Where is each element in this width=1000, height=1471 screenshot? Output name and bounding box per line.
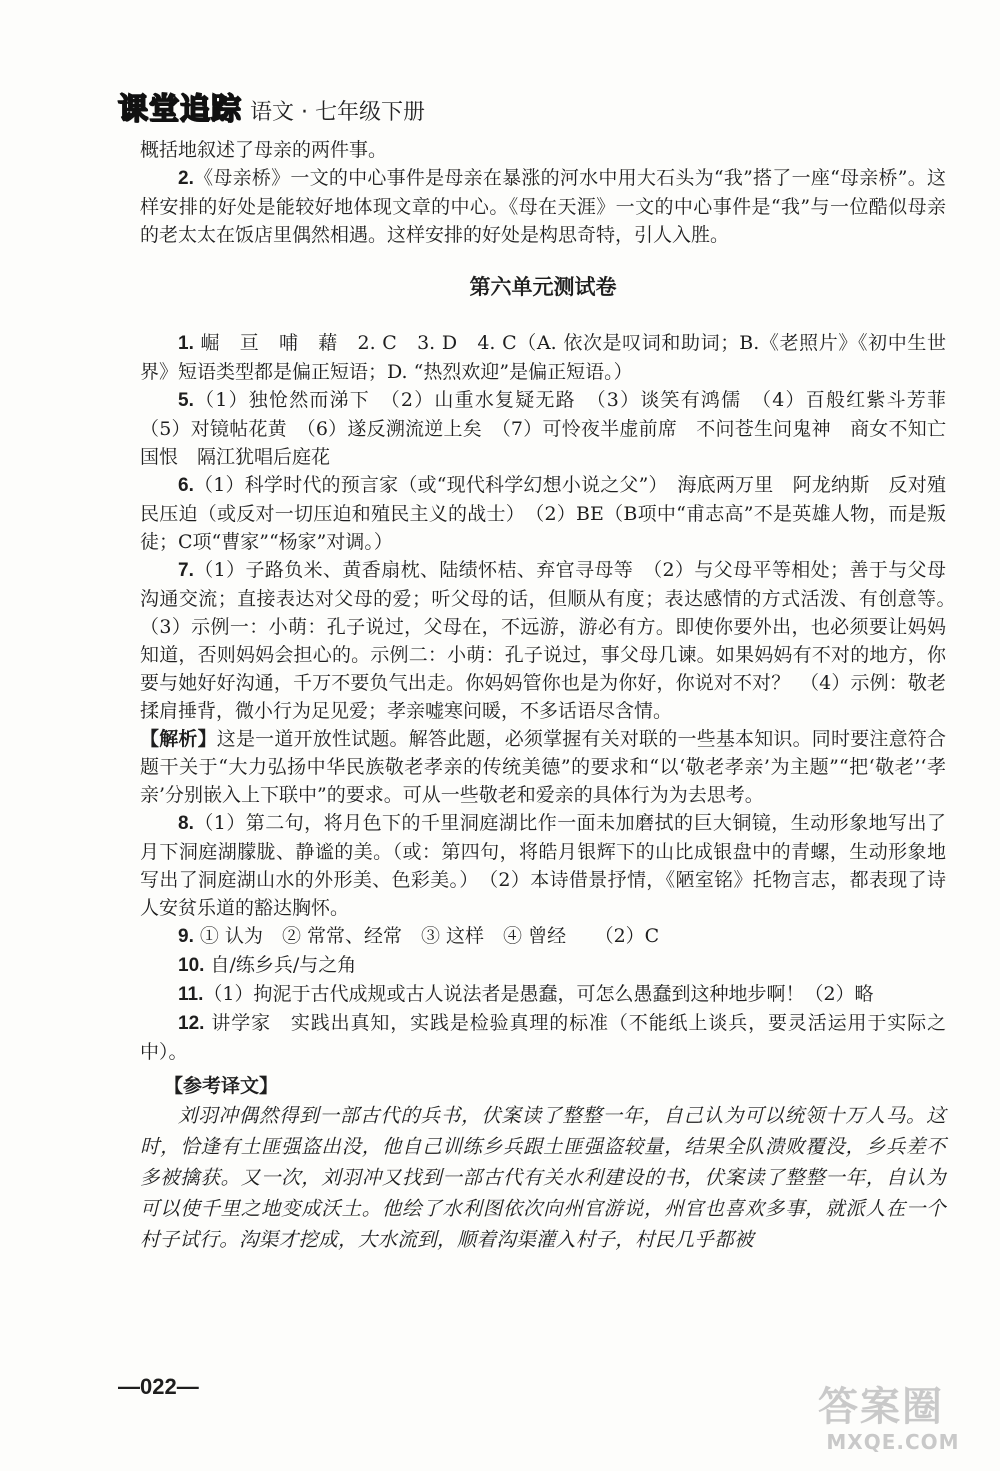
analysis-label: 【解析】 <box>140 728 217 750</box>
question-number: 5. <box>178 390 194 411</box>
reference-translation-label: 【参考译文】 <box>164 1075 279 1097</box>
answer-item <box>140 1009 946 1066</box>
question-number: 2. <box>178 168 194 189</box>
watermark-text: 答案圈 <box>818 1384 944 1430</box>
page-header <box>118 88 425 128</box>
intro-answer-2 <box>140 164 946 249</box>
answer-text: 崛 亘 哺 藉 2. C 3. D 4. C（A. 依次是叹词和助词；B.《老照片》《初中生世界》短语类型都是偏正短语；D. “热烈欢迎”是偏正短语。） <box>140 332 946 383</box>
answer-text: （1）独怆然而涕下 （2）山重水复疑无路 （3）谈笑有鸿儒 （4）百般红紫斗芳菲 （5）对镜帖花黄 （6）遂反溯流逆上矣 （7）可怜夜半虚前席 不问苍生问鬼神 商女不知亡国恨 隔江犹唱后庭花 <box>140 389 966 468</box>
question-number: 8. <box>178 813 194 834</box>
question-number: 6. <box>178 475 194 496</box>
watermark-url: MXQE.COM <box>826 1430 960 1454</box>
answer-text: （1）子路负米、黄香扇枕、陆绩怀桔、弃官寻母等 （2）与父母平等相处；善于与父母沟通交流；直接表达对父母的爱；听父母的话，但顺从有度；表达感情的方式活泼、有创意等。 （3）示例一：小萌：孔子说过，父母在，不远游，游必有方。即使你要外出，也必须要让妈妈知道，否则妈妈会担心的。示例二：小萌：孔子说过，事父母几谏。如果妈妈有不对的地方，你要与她好好沟通，千万不要负气出走。你妈妈管你也是为你好，你说对不对？ （4）示例：敬老揉肩捶背，微小行为足见爱；孝亲嘘寒问暖，不多话语尽含情。 <box>140 559 966 722</box>
analysis-text: 这是一道开放性试题。解答此题，必须掌握有关对联的一些基本知识。同时要注意符合题干关于“大力弘扬中华民族敬老孝亲的传统美德”的要求和“以‘敬老孝亲’为主题”“把‘敬老’‘孝亲’分别嵌入上下联中”的要求。可从一些敬老和爱亲的具体行为为去思考。 <box>140 728 946 806</box>
question-number: 7. <box>178 560 194 581</box>
answer-text: 讲学家 实践出真知，实践是检验真理的标准（不能纸上谈兵，要灵活运用于实际之中）。 <box>140 1012 946 1063</box>
answer-item <box>140 556 966 725</box>
reference-translation-text: 刘羽冲偶然得到一部古代的兵书，伏案读了整整一年，自己认为可以统领十万人马。这时，恰逢有土匪强盗出没，他自己训练乡兵跟土匪强盗较量，结果全队溃败覆没，乡兵差不多被擒获。又一次，刘羽冲又找到一部古代有关水利建设的书，伏案读了整整一年，自认为可以使千里之地变成沃土。他绘了水利图依次向州官游说，州官也喜欢多事，就派人在一个村子试行。沟渠才挖成，大水流到，顺着沟渠灌入村子，村民几乎都被 <box>140 1104 946 1251</box>
book-subtitle: 语文 · 七年级下册 <box>250 100 425 125</box>
answer-text: （1）科学时代的预言家（或“现代科学幻想小说之父”） 海底两万里 阿龙纳斯 反对殖民压迫（或反对一切压迫和殖民主义的战士） （2）BE（B项中“甫志高”不是英雄人物，而是叛徒；C项“曹家”“杨家”对调。） <box>140 474 946 553</box>
question-number: 11. <box>178 984 204 1005</box>
page-number: —022— <box>118 1374 199 1399</box>
answer-item <box>140 329 946 386</box>
answer-item <box>140 471 946 556</box>
question-number: 12. <box>178 1013 205 1034</box>
answer-item <box>140 922 946 951</box>
watermark-logo <box>818 1384 968 1464</box>
answer-text: ① 认为 ② 常常、经常 ③ 这样 ④ 曾经 （2）C <box>199 925 660 947</box>
question-number: 1. <box>178 333 194 354</box>
section-title: 第六单元测试卷 <box>469 275 617 299</box>
question-number: 9. <box>178 926 194 947</box>
answer-text: （1）第二句，将月色下的千里洞庭湖比作一面未加磨拭的巨大铜镜，生动形象地写出了月下洞庭湖朦胧、静谧的美。（或：第四句，将皓月银辉下的山比成银盘中的青螺，生动形象地写出了洞庭湖山水的外形美、色彩美。） （2）本诗借景抒情，《陋室铭》托物言志，都表现了诗人安贫乐道的豁达胸怀。 <box>140 812 946 919</box>
page-content <box>140 136 966 1255</box>
answer-text: 《母亲桥》一文的中心事件是母亲在暴涨的河水中用大石头为“我”搭了一座“母亲桥”。这样安排的好处是能较好地体现文章的中心。《母在天涯》一文的中心事件是“我”与一位酷似母亲的老太太在饭店里偶然相遇。这样安排的好处是构思奇特，引人入胜。 <box>140 167 946 246</box>
answer-text: 自/练乡兵/与之角 <box>210 954 357 976</box>
answer-item <box>140 809 946 922</box>
question-number: 10. <box>178 955 205 976</box>
book-brand-logo: 课堂追踪 <box>118 92 242 127</box>
answer-item <box>140 980 946 1009</box>
answer-item <box>140 951 946 980</box>
analysis-item <box>140 725 946 809</box>
intro-line: 概括地叙述了母亲的两件事。 <box>140 139 388 161</box>
answer-item <box>140 386 966 471</box>
answer-text: （1）拘泥于古代成规或古人说法者是愚蠢，可怎么愚蠢到这种地步啊！（2）略 <box>203 983 874 1005</box>
